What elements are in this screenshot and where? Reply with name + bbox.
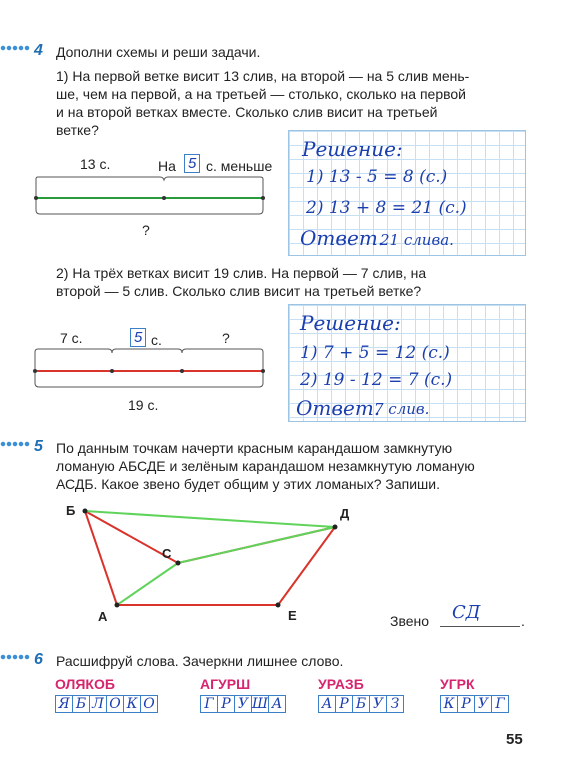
word4-code: УГРК — [440, 676, 475, 692]
word4-letter: Р — [457, 695, 475, 713]
word2-code: АГУРШ — [200, 676, 251, 692]
scheme2-b-label: с. — [151, 332, 162, 348]
word1-code: ОЛЯКОБ — [55, 676, 115, 692]
task6-dots — [0, 654, 30, 664]
task6-number: 6 — [34, 651, 43, 668]
scheme2-answer-box: 5 — [130, 328, 146, 347]
task4-problem2-line1: 2) На трёх ветках висит 19 слив. На первой — 7 слив, на — [56, 265, 427, 281]
scheme2-a-label: 7 с. — [60, 330, 83, 346]
word1-letter: Б — [72, 695, 90, 713]
word2-letter: А — [268, 695, 286, 713]
task4-problem1-line1: 1) На первой ветке висит 13 слив, на второй — на 5 слив мень- — [56, 68, 470, 84]
solution2-step2: 2) 19 - 12 = 7 (с.) — [300, 370, 453, 390]
point-e-label: Е — [288, 608, 297, 623]
answer-period: . — [521, 613, 525, 629]
task5-line2: ломаную АБСДЕ и зелёным карандашом незамкнутую ломаную — [56, 458, 475, 474]
word2-cells — [200, 695, 285, 713]
solution1-answer: 21 слива. — [380, 231, 454, 249]
task5-number: 5 — [34, 438, 43, 455]
task5-line3: АСДБ. Какое звено будет общим у этих ломаных? Запиши. — [56, 476, 440, 492]
task4-problem1-line4: ветке? — [56, 122, 99, 138]
word3-cells — [318, 695, 403, 713]
word1-letter: О — [106, 695, 124, 713]
point-a-label: А — [98, 609, 108, 624]
solution1-heading: Решение: — [302, 137, 403, 161]
solution2-step1: 1) 7 + 5 = 12 (с.) — [300, 343, 450, 363]
word1-letter: Л — [89, 695, 107, 713]
word1-letter: К — [123, 695, 141, 713]
green-open-polyline — [85, 511, 335, 605]
scheme1-na-label: На — [158, 158, 176, 174]
word1-letter: О — [140, 695, 158, 713]
solution1-step1: 1) 13 - 5 = 8 (с.) — [306, 167, 448, 187]
word2-letter: Р — [217, 695, 235, 713]
solution2-answer: 7 слив. — [374, 400, 430, 418]
task4-problem1-line2: ше, чем на первой, а на третьей — столько, сколько на первой — [56, 86, 466, 102]
answer-value: СД — [452, 602, 481, 623]
word2-letter: Г — [200, 695, 218, 713]
task6-title: Расшифруй слова. Зачеркни лишнее слово. — [56, 653, 344, 669]
scheme2-question: ? — [222, 330, 230, 346]
word3-code: УРАЗБ — [318, 676, 364, 692]
scheme2-total-label: 19 с. — [128, 397, 159, 413]
answer-line — [440, 626, 520, 627]
word2-letter: У — [234, 695, 252, 713]
word1-cells — [55, 695, 157, 713]
solution2-heading: Решение: — [300, 311, 401, 335]
scheme1-right-label: с. меньше — [206, 158, 273, 174]
solution2-answer-label: Ответ. — [296, 396, 381, 420]
word3-letter: З — [386, 695, 404, 713]
scheme1-question: ? — [142, 222, 150, 238]
word3-letter: А — [318, 695, 336, 713]
task4-problem2-line2: второй — 5 слив. Сколько слив висит на третьей ветке? — [56, 283, 422, 299]
word3-letter: Б — [352, 695, 370, 713]
word3-letter: Р — [335, 695, 353, 713]
task4-number: 4 — [34, 42, 43, 59]
word1-letter: Я — [55, 695, 73, 713]
word2-letter: Ш — [252, 696, 268, 712]
solution1-answer-label: Ответ. — [300, 226, 385, 250]
word4-cells — [440, 695, 508, 713]
point-b-label: Б — [66, 503, 76, 518]
word4-letter: Г — [491, 695, 509, 713]
word3-letter: У — [369, 695, 387, 713]
word4-letter: У — [474, 695, 492, 713]
scheme1-answer-box: 5 — [184, 154, 200, 173]
scheme1-left-label: 13 с. — [80, 156, 111, 172]
point-c-label: С — [162, 546, 172, 561]
answer-label: Звено — [390, 613, 430, 629]
task5-line1: По данным точкам начерти красным карандашом замкнутую — [56, 440, 453, 456]
task4-problem1-line3: и на второй ветках вместе. Сколько слив висит на третьей — [56, 104, 438, 120]
solution1-step2: 2) 13 + 8 = 21 (с.) — [306, 198, 467, 218]
point-d-label: Д — [340, 506, 350, 521]
page-number: 55 — [506, 731, 523, 748]
word4-letter: К — [440, 695, 458, 713]
task4-title: Дополни схемы и реши задачи. — [56, 44, 261, 60]
